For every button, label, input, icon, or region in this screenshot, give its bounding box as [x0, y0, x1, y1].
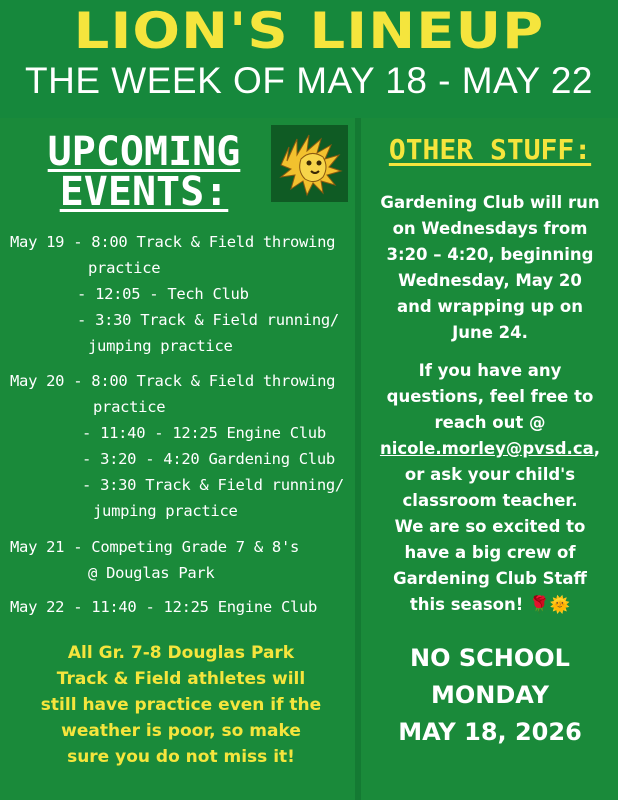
notice-line: MONDAY [431, 681, 549, 709]
questions-info [365, 358, 615, 618]
email-line [365, 436, 615, 462]
lion-head-icon [271, 125, 348, 202]
event-line: - 3:20 - 4:20 Gardening Club [82, 450, 335, 468]
event-line: practice [93, 398, 166, 416]
info-line: If you have any [418, 361, 562, 380]
info-line: June 24. [452, 323, 528, 342]
gardening-info [365, 190, 615, 346]
heading-line-2: EVENTS: [59, 169, 229, 215]
other-stuff-heading [370, 133, 610, 166]
info-line: on Wednesdays from [392, 219, 588, 238]
event-line: - 3:30 Track & Field running/ [77, 311, 339, 329]
note-line: All Gr. 7-8 Douglas Park [67, 643, 295, 663]
event-line: May 22 - 11:40 - 12:25 Engine Club [10, 598, 318, 616]
page-title: LION'S LINEUP [73, 2, 545, 60]
notice-line: MAY 18, 2026 [398, 718, 582, 746]
practice-note [22, 640, 340, 770]
info-line: reach out @ [434, 413, 546, 432]
event-line: May 21 - Competing Grade 7 & 8's [10, 538, 300, 556]
event-line: @ Douglas Park [88, 564, 215, 582]
email-comma: , [593, 439, 601, 458]
event-line: - 12:05 - Tech Club [77, 285, 249, 303]
note-line: still have practice even if the [40, 695, 322, 715]
info-line: have a big crew of [404, 543, 576, 562]
email-link[interactable]: nicole.morley@pvsd.ca [379, 439, 594, 458]
event-line: jumping practice [93, 502, 238, 520]
note-line: sure you do not miss it! [67, 747, 295, 767]
lion-logo [271, 125, 348, 202]
info-line: Gardening Club will run [380, 193, 600, 212]
info-line: We are so excited to [394, 517, 586, 536]
other-stuff-label: OTHER STUFF: [388, 133, 592, 166]
info-line: classroom teacher. [402, 491, 578, 510]
info-line: 3:20 – 4:20, beginning [386, 245, 594, 264]
note-line: weather is poor, so make [61, 721, 301, 741]
page-subtitle: THE WEEK OF MAY 18 - MAY 22 [25, 60, 593, 101]
no-school-notice [365, 640, 615, 751]
info-line: or ask your child's [404, 465, 576, 484]
info-line: questions, feel free to [386, 387, 594, 406]
info-line: and wrapping up on [397, 297, 583, 316]
note-line: Track & Field athletes will [56, 669, 306, 689]
info-line: Gardening Club Staff [393, 569, 587, 588]
event-line: - 3:30 Track & Field running/ [82, 476, 344, 494]
upcoming-events-heading [18, 129, 270, 215]
info-line: Wednesday, May 20 [398, 271, 582, 290]
heading-line-1: UPCOMING [47, 129, 241, 175]
event-line: May 19 - 8:00 Track & Field throwing [10, 233, 336, 251]
notice-line: NO SCHOOL [410, 644, 570, 672]
event-line: May 20 - 8:00 Track & Field throwing [10, 372, 336, 390]
event-line: - 11:40 - 12:25 Engine Club [82, 424, 326, 442]
header-banner [0, 0, 618, 118]
event-line: jumping practice [88, 337, 233, 355]
event-line: practice [88, 259, 161, 277]
info-line: this season! 🌹🌞 [409, 595, 571, 614]
